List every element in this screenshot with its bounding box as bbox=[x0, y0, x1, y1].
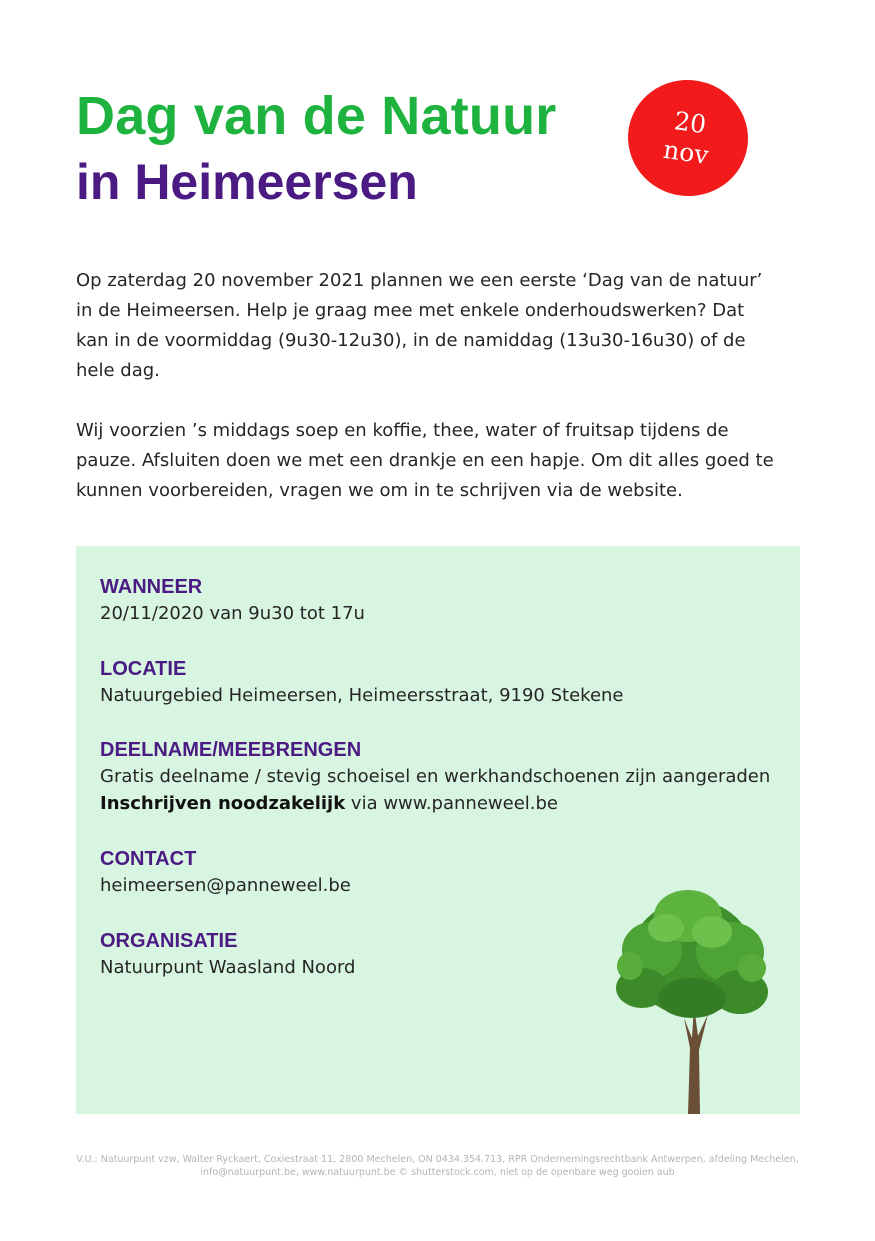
section-organisatie bbox=[100, 928, 355, 981]
registration-website[interactable]: via www.panneweel.be bbox=[350, 793, 559, 814]
deelname-label: DEELNAME/MEEBRENGEN bbox=[100, 739, 362, 761]
registration-line bbox=[100, 790, 770, 817]
locatie-value: Natuurgebied Heimeersen, Heimeersstraat, 9190 Stekene bbox=[100, 685, 624, 706]
deelname-value: Gratis deelname / stevig schoeisel en werkhandschoenen zijn aangeraden bbox=[100, 766, 771, 787]
page-subtitle: in Heimeersen bbox=[76, 154, 418, 210]
intro-paragraph-2: Wij voorzien ’s middags soep en koffie, thee, water of fruitsap tijdens de pauze. Afsluiten doen we met een drankje en een hapje. Om dit alles goed te kunnen voorbereiden, vragen we om in te schrijven via de website. bbox=[76, 420, 774, 501]
footer-line-1: V.U.: Natuurpunt vzw, Walter Ryckaert, Coxiestraat 11, 2800 Mechelen, ON 0434.354.713, RPR Ondernemingsrechtbank Antwerpen, afdeling Mechelen, bbox=[76, 1154, 799, 1165]
page-title: Dag van de Natuur bbox=[76, 86, 557, 146]
registration-required: Inschrijven noodzakelijk bbox=[100, 793, 346, 814]
date-badge bbox=[621, 72, 756, 204]
intro-text bbox=[76, 266, 776, 536]
date-badge-month: nov bbox=[661, 134, 711, 170]
section-deelname bbox=[100, 737, 770, 817]
section-wanneer bbox=[100, 574, 365, 627]
contact-label: CONTACT bbox=[100, 848, 197, 870]
wanneer-value: 20/11/2020 van 9u30 tot 17u bbox=[100, 603, 365, 624]
intro-paragraph-1: Op zaterdag 20 november 2021 plannen we een eerste ‘Dag van de natuur’ in de Heimeersen. Help je graag mee met enkele onderhoudswerken? Dat kan in de voormiddag (9u30-12u30), in de namiddag (13u30-16u30) of de hele dag. bbox=[76, 270, 763, 381]
footer-line-2: info@natuurpunt.be, www.natuurpunt.be © shutterstock.com, niet op de openbare weg gooien aub bbox=[200, 1167, 675, 1178]
organisatie-value: Natuurpunt Waasland Noord bbox=[100, 957, 356, 978]
wanneer-label: WANNEER bbox=[100, 576, 203, 598]
date-badge-day: 20 bbox=[672, 106, 708, 140]
organisatie-label: ORGANISATIE bbox=[100, 930, 238, 952]
locatie-label: LOCATIE bbox=[100, 658, 187, 680]
contact-email[interactable]: heimeersen@panneweel.be bbox=[100, 875, 351, 896]
section-locatie bbox=[100, 656, 624, 709]
footer-disclaimer bbox=[60, 1153, 815, 1179]
section-contact bbox=[100, 846, 351, 899]
tree-icon bbox=[612, 888, 772, 1114]
